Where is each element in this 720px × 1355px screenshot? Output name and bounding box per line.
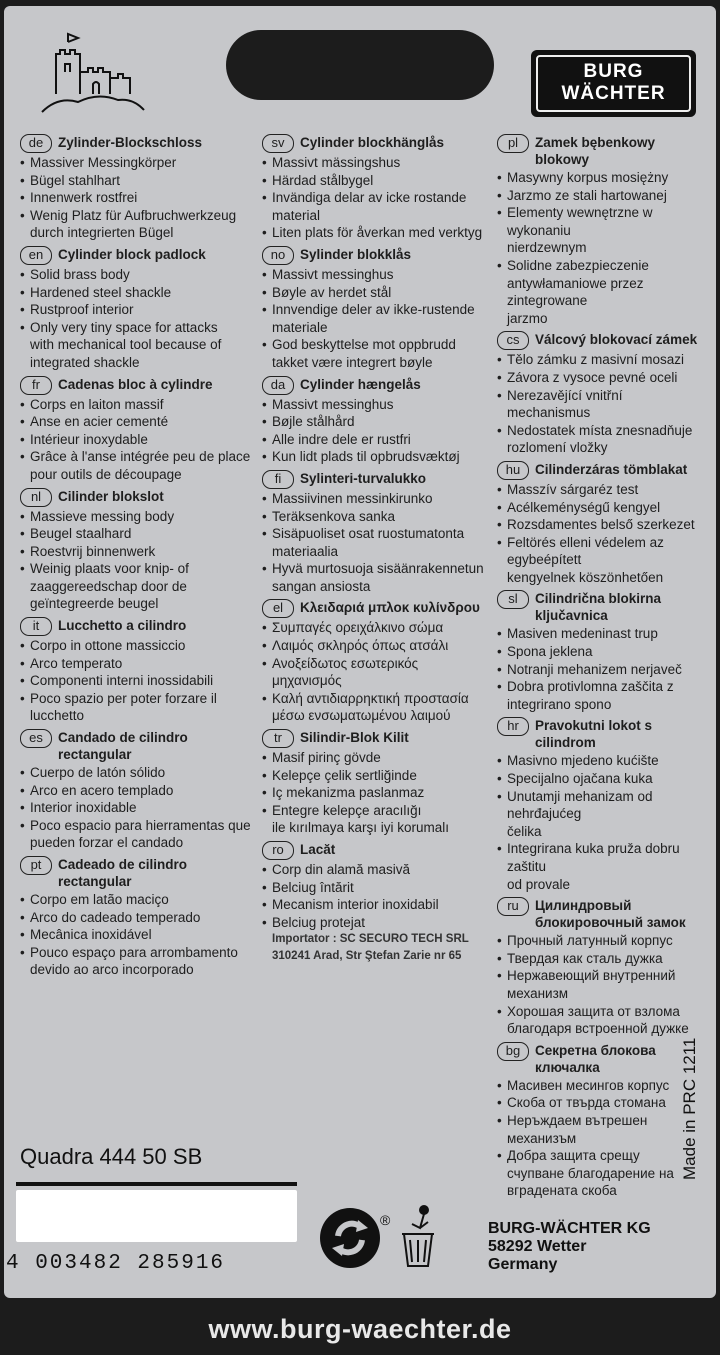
language-section-sl bbox=[497, 590, 707, 713]
section-title: Silindir-Blok Kilit bbox=[300, 730, 409, 746]
language-code-badge: no bbox=[262, 246, 294, 265]
feature-item: • Poco spazio per poter forzare il bbox=[20, 690, 255, 708]
hang-hole bbox=[226, 30, 494, 100]
section-header bbox=[497, 461, 707, 480]
language-section-hu bbox=[497, 461, 707, 587]
language-code-badge: da bbox=[262, 376, 294, 395]
section-title: Cylinder block padlock bbox=[58, 246, 206, 262]
language-section-nl bbox=[20, 488, 255, 614]
feature-item: kengyelnek köszönhetően bbox=[507, 569, 664, 585]
feature-item: • Componenti interni inossidabili bbox=[20, 672, 255, 690]
section-title: Cadenas bloc à cylindre bbox=[58, 376, 213, 392]
feature-item: счупване благодарение на bbox=[507, 1165, 674, 1181]
feature-list bbox=[20, 266, 255, 372]
feature-list bbox=[20, 508, 255, 614]
language-section-de bbox=[20, 134, 255, 242]
language-code-badge: pl bbox=[497, 134, 529, 153]
feature-item: • Massivt mässingshus bbox=[262, 154, 497, 172]
made-in-label: Made in PRC 1211 bbox=[680, 1037, 699, 1180]
language-code-badge: sv bbox=[262, 134, 294, 153]
trash-bin-icon bbox=[398, 1204, 438, 1272]
feature-item: • Anse en acier cementé bbox=[20, 413, 255, 431]
feature-item: ile kırılmaya karşı iyi korumalı bbox=[272, 820, 450, 836]
section-header bbox=[497, 134, 707, 168]
section-title: Pravokutni lokot s cilindrom bbox=[535, 718, 653, 751]
registered-mark: ® bbox=[380, 1212, 391, 1228]
feature-list bbox=[262, 490, 497, 596]
feature-item: • Teräksenkova sanka bbox=[262, 508, 497, 526]
feature-item: • Unutamji mehanizam od nehrđajućeg bbox=[497, 788, 707, 823]
feature-item: • Solid brass body bbox=[20, 266, 255, 284]
section-header bbox=[20, 376, 255, 395]
section-title: Cylinder blockhänglås bbox=[300, 135, 445, 150]
feature-list bbox=[20, 154, 255, 242]
language-section-ru bbox=[497, 897, 707, 1038]
section-header bbox=[20, 729, 255, 763]
language-section-no bbox=[262, 246, 497, 372]
feature-item: • Добра защита срещу bbox=[497, 1147, 707, 1165]
feature-item: • Elementy wewnętrzne w wykonaniu bbox=[497, 204, 707, 239]
website-url: www.burg-waechter.de bbox=[208, 1314, 512, 1344]
divider-line bbox=[16, 1182, 297, 1186]
language-code-badge: hu bbox=[497, 461, 529, 480]
feature-item: material bbox=[272, 207, 321, 223]
feature-item: • Corpo in ottone massiccio bbox=[20, 637, 255, 655]
language-section-el bbox=[262, 599, 497, 725]
section-title: Cilinderzáras tömblakat bbox=[535, 461, 688, 477]
feature-item: rozlomení vložky bbox=[507, 440, 608, 456]
feature-item: • Masif pirinç gövde bbox=[262, 749, 497, 767]
feature-item: • Kun lidt plads til opbrudsvæktøj bbox=[262, 448, 497, 466]
section-header bbox=[262, 246, 497, 265]
language-column-3 bbox=[497, 134, 707, 1204]
feature-item: • Feltörés elleni védelem az bbox=[497, 534, 707, 552]
feature-list bbox=[497, 169, 707, 327]
feature-item: • Specijalno ojačana kuka bbox=[497, 770, 707, 788]
brand-line1: BURG bbox=[583, 61, 644, 82]
feature-item: • Belciug întărit bbox=[262, 879, 497, 897]
feature-item: • Massivt messinghus bbox=[262, 266, 497, 284]
language-code-badge: cs bbox=[497, 331, 529, 350]
feature-item: pour outils de découpage bbox=[30, 466, 182, 482]
barcode-area bbox=[16, 1190, 297, 1242]
feature-item: • Poco espacio para hierramentas que bbox=[20, 817, 255, 835]
feature-item: • Invändiga delar av icke rostande bbox=[262, 189, 497, 207]
section-header bbox=[262, 470, 497, 489]
section-header bbox=[497, 897, 707, 931]
feature-item: • Συμπαγές ορειχάλκινο σώμα bbox=[262, 619, 497, 637]
language-code-badge: tr bbox=[262, 729, 294, 748]
feature-item: • Corpo em latão maciço bbox=[20, 891, 255, 909]
language-code-badge: nl bbox=[20, 488, 52, 507]
section-header bbox=[20, 246, 255, 265]
section-header bbox=[20, 856, 255, 890]
feature-list bbox=[497, 752, 707, 893]
feature-list bbox=[497, 1077, 707, 1200]
feature-list bbox=[262, 619, 497, 725]
feature-item: • Καλή αντιδιαρρηκτική προστασία bbox=[262, 690, 497, 708]
feature-list bbox=[262, 396, 497, 466]
feature-item: • Solidne zabezpieczenie bbox=[497, 257, 707, 275]
feature-item: • Masivno mjedeno kućište bbox=[497, 752, 707, 770]
feature-list bbox=[497, 625, 707, 713]
feature-item: • Mecânica inoxidável bbox=[20, 926, 255, 944]
feature-item: • Alle indre dele er rustfri bbox=[262, 431, 497, 449]
company-address bbox=[488, 1220, 651, 1274]
feature-item: • Hyvä murtosuoja sisäänrakennetun bbox=[262, 560, 497, 578]
section-title: Zylinder-Blockschloss bbox=[58, 135, 203, 150]
feature-item: • Závora z vysoce pevné oceli bbox=[497, 369, 707, 387]
castle-icon bbox=[38, 32, 148, 122]
feature-item: • Ανοξείδωτος εσωτερικός bbox=[262, 655, 497, 673]
feature-item: • Grâce à l'anse intégrée peu de place bbox=[20, 448, 255, 466]
language-code-badge: fr bbox=[20, 376, 52, 395]
language-section-tr bbox=[262, 729, 497, 837]
section-title: Cilinder blokslot bbox=[58, 488, 164, 504]
feature-item: • Wenig Platz für Aufbruchwerkzeug bbox=[20, 207, 255, 225]
feature-item: sangan ansiosta bbox=[272, 578, 371, 594]
feature-list bbox=[262, 749, 497, 837]
feature-item: nierdzewnym bbox=[507, 240, 587, 256]
section-title: Цилиндровый блокировочный замок bbox=[535, 898, 686, 931]
feature-item: • Integrirana kuka pruža dobru zaštitu bbox=[497, 840, 707, 875]
feature-item: • Dobra protivlomna zaščita z bbox=[497, 678, 707, 696]
feature-item: механизъм bbox=[507, 1130, 577, 1146]
feature-item: • Härdad stålbygel bbox=[262, 172, 497, 190]
feature-item: • Hardened steel shackle bbox=[20, 284, 255, 302]
feature-item: • Beugel staalhard bbox=[20, 525, 255, 543]
language-section-fr bbox=[20, 376, 255, 484]
feature-item: • Innenwerk rostfrei bbox=[20, 189, 255, 207]
feature-item: μέσω ενσωματωμένου λαιμού bbox=[272, 708, 451, 724]
language-section-pt bbox=[20, 856, 255, 979]
language-code-badge: el bbox=[262, 599, 294, 618]
company-name: BURG-WÄCHTER KG bbox=[488, 1220, 651, 1237]
company-city: 58292 Wetter bbox=[488, 1238, 587, 1255]
feature-item: • Rozsdamentes belső szerkezet bbox=[497, 516, 707, 534]
feature-item: devido ao arco incorporado bbox=[30, 962, 194, 978]
feature-item: • Innvendige deler av ikke-rustende bbox=[262, 301, 497, 319]
section-header bbox=[262, 376, 497, 395]
section-title: Lacăt bbox=[300, 842, 336, 857]
section-title: Sylinteri-turvalukko bbox=[300, 470, 427, 486]
language-column-2 bbox=[262, 134, 497, 969]
feature-item: • Acélkeménységű kengyel bbox=[497, 499, 707, 517]
feature-item: • Nedostatek místa znesnadňuje bbox=[497, 422, 707, 440]
feature-list bbox=[20, 637, 255, 725]
feature-item: вградената скоба bbox=[507, 1183, 617, 1199]
section-header bbox=[497, 331, 707, 350]
feature-item: • Intérieur inoxydable bbox=[20, 431, 255, 449]
barcode-number: 4 003482 285916 bbox=[6, 1252, 226, 1275]
feature-item: • Interior inoxidable bbox=[20, 799, 255, 817]
feature-item: • Massivt messinghus bbox=[262, 396, 497, 414]
language-code-badge: ro bbox=[262, 841, 294, 860]
feature-item: lucchetto bbox=[30, 708, 85, 724]
feature-item: механизм bbox=[507, 985, 569, 1001]
section-header bbox=[497, 1042, 707, 1076]
section-title: Zamek bębenkowy blokowy bbox=[535, 135, 656, 167]
feature-item: geïntegreerde beugel bbox=[30, 596, 159, 612]
feature-item: materiale bbox=[272, 319, 328, 335]
language-code-badge: de bbox=[20, 134, 52, 153]
feature-item: благодаря встроенной дужке bbox=[507, 1021, 689, 1037]
feature-item: • Mecanism interior inoxidabil bbox=[262, 896, 497, 914]
feature-item: integrirano spono bbox=[507, 696, 612, 712]
section-header bbox=[262, 841, 497, 860]
feature-list bbox=[497, 481, 707, 587]
feature-item: • Massieve messing body bbox=[20, 508, 255, 526]
feature-item: • Bøjle stålhård bbox=[262, 413, 497, 431]
feature-item: • God beskyttelse mot oppbrudd bbox=[262, 336, 497, 354]
feature-item: materiaalia bbox=[272, 543, 339, 559]
language-code-badge: fi bbox=[262, 470, 294, 489]
feature-list bbox=[262, 266, 497, 372]
feature-item: • Roestvrij binnenwerk bbox=[20, 543, 255, 561]
section-title: Cadeado de cilindro rectangular bbox=[58, 857, 188, 889]
feature-item: • Masszív sárgaréz test bbox=[497, 481, 707, 499]
section-header bbox=[20, 488, 255, 507]
section-header bbox=[497, 717, 707, 751]
feature-item: • Хорошая защита от взлома bbox=[497, 1003, 707, 1021]
feature-list bbox=[20, 764, 255, 852]
feature-item: • Arco temperato bbox=[20, 655, 255, 673]
language-code-badge: hr bbox=[497, 717, 529, 736]
feature-list bbox=[497, 932, 707, 1038]
feature-item: jarzmo bbox=[507, 310, 548, 326]
feature-item: • Неръждаем вътрешен bbox=[497, 1112, 707, 1130]
feature-item: • Прочный латунный корпус bbox=[497, 932, 707, 950]
feature-item: • Corps en laiton massif bbox=[20, 396, 255, 414]
feature-item: • Pouco espaço para arrombamento bbox=[20, 944, 255, 962]
importer-info: Importator : SC SECURO TECH SRL bbox=[272, 933, 469, 946]
feature-item: • Cuerpo de latón sólido bbox=[20, 764, 255, 782]
section-header bbox=[20, 134, 255, 153]
feature-item: • Entegre kelepçe aracılığı bbox=[262, 802, 497, 820]
language-section-sv bbox=[262, 134, 497, 242]
language-section-en bbox=[20, 246, 255, 372]
language-section-it bbox=[20, 617, 255, 725]
feature-item: • Tělo zámku z masivní mosazi bbox=[497, 351, 707, 369]
brand-line2: WÄCHTER bbox=[561, 83, 666, 104]
feature-item: • Masywny korpus mosiężny bbox=[497, 169, 707, 187]
feature-item: antywłamaniowe przez zintegrowane bbox=[507, 275, 644, 309]
language-code-badge: en bbox=[20, 246, 52, 265]
section-title: Lucchetto a cilindro bbox=[58, 618, 187, 634]
feature-item: • Liten plats för åverkan med verktyg bbox=[262, 224, 497, 242]
section-header bbox=[20, 617, 255, 636]
section-title: Válcový blokovací zámek bbox=[535, 332, 698, 348]
feature-item: • Твердая как сталь дужка bbox=[497, 950, 707, 968]
feature-item: čelika bbox=[507, 823, 542, 839]
feature-list bbox=[262, 154, 497, 242]
section-title: Candado de cilindro rectangular bbox=[58, 730, 188, 763]
feature-list bbox=[20, 891, 255, 979]
feature-item: • Λαιμός σκληρός όπως ατσάλι bbox=[262, 637, 497, 655]
company-country: Germany bbox=[488, 1256, 558, 1273]
feature-item: • Iç mekanizma paslanmaz bbox=[262, 784, 497, 802]
feature-item: egybeépített bbox=[507, 552, 582, 568]
feature-item: takket være integrert bøyle bbox=[272, 354, 433, 370]
feature-item: pueden forzar el candado bbox=[30, 835, 184, 851]
importer-info: 310241 Arad, Str Ştefan Zarie nr 65 bbox=[272, 950, 462, 963]
feature-item: • Bügel stahlhart bbox=[20, 172, 255, 190]
language-section-fi bbox=[262, 470, 497, 596]
feature-item: • Jarzmo ze stali hartowanej bbox=[497, 187, 707, 205]
section-header bbox=[262, 729, 497, 748]
feature-item: • Rustproof interior bbox=[20, 301, 255, 319]
feature-item: • Скоба от твърда стомана bbox=[497, 1094, 707, 1112]
feature-item: od provale bbox=[507, 876, 571, 892]
language-section-ro bbox=[262, 841, 497, 965]
section-header bbox=[262, 599, 497, 618]
language-code-badge: sl bbox=[497, 590, 529, 609]
language-section-da bbox=[262, 376, 497, 466]
feature-item: • Sisäpuoliset osat ruostumatonta bbox=[262, 525, 497, 543]
feature-item: • Nerezavějící vnitřní mechanismus bbox=[497, 387, 707, 422]
feature-item: • Arco en acero templado bbox=[20, 782, 255, 800]
language-code-badge: ru bbox=[497, 897, 529, 916]
brand-logo bbox=[531, 50, 696, 117]
language-section-es bbox=[20, 729, 255, 852]
feature-item: • Corp din alamă masivă bbox=[262, 861, 497, 879]
feature-item: • Massiver Messingkörper bbox=[20, 154, 255, 172]
feature-item: • Notranji mehanizem nerjaveč bbox=[497, 661, 707, 679]
feature-item: • Масивен месингов корпус bbox=[497, 1077, 707, 1095]
recycle-icon bbox=[318, 1206, 382, 1270]
language-code-badge: it bbox=[20, 617, 52, 636]
feature-item: with mechanical tool because of bbox=[30, 337, 222, 353]
language-code-badge: es bbox=[20, 729, 52, 748]
feature-list bbox=[20, 396, 255, 484]
feature-item: durch integrierten Bügel bbox=[30, 225, 174, 241]
section-title: Κλειδαριά μπλοκ κυλίνδρου bbox=[300, 600, 480, 616]
feature-item: • Massiivinen messinkirunko bbox=[262, 490, 497, 508]
feature-item: • Weinig plaats voor knip- of bbox=[20, 560, 255, 578]
feature-item: • Bøyle av herdet stål bbox=[262, 284, 497, 302]
section-header bbox=[497, 590, 707, 624]
feature-item: • Arco do cadeado temperado bbox=[20, 909, 255, 927]
language-section-cs bbox=[497, 331, 707, 457]
feature-list bbox=[497, 351, 707, 457]
language-section-hr bbox=[497, 717, 707, 893]
feature-item: integrated shackle bbox=[30, 354, 140, 370]
feature-item: • Kelepçe çelik sertliğinde bbox=[262, 767, 497, 785]
section-title: Cilindrična blokirna ključavnica bbox=[535, 591, 662, 624]
language-column-1 bbox=[20, 134, 255, 983]
language-section-pl bbox=[497, 134, 707, 327]
feature-item: • Only very tiny space for attacks bbox=[20, 319, 255, 337]
feature-item: • Masiven medeninast trup bbox=[497, 625, 707, 643]
section-title: Секретна блокова ключалка bbox=[535, 1042, 656, 1075]
section-title: Cylinder hængelås bbox=[300, 376, 421, 392]
language-section-bg bbox=[497, 1042, 707, 1200]
section-title: Sylinder blokklås bbox=[300, 246, 412, 262]
feature-item: μηχανισμός bbox=[272, 673, 342, 689]
feature-item: • Нержавеющий внутренний bbox=[497, 967, 707, 985]
product-name: Quadra 444 50 SB bbox=[20, 1144, 203, 1169]
section-header bbox=[262, 134, 497, 153]
feature-list bbox=[262, 861, 497, 931]
feature-item: • Belciug protejat bbox=[262, 914, 497, 932]
language-code-badge: bg bbox=[497, 1042, 529, 1061]
feature-item: • Spona jeklena bbox=[497, 643, 707, 661]
feature-item: zaaggereedschap door de bbox=[30, 578, 187, 594]
language-code-badge: pt bbox=[20, 856, 52, 875]
